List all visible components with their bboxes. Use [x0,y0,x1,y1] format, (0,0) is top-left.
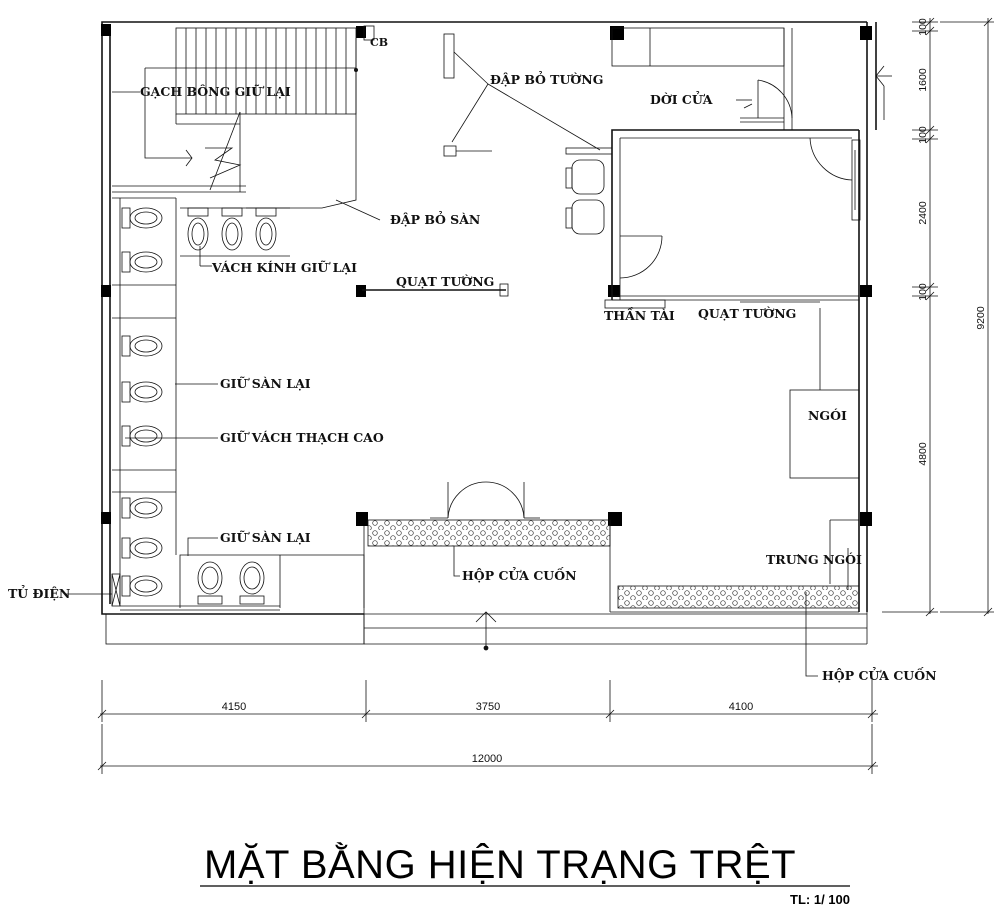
label-giu-san-1: GIỮ SÀN LẠI [220,376,311,391]
leader-lines [66,52,848,676]
toilet [122,576,162,596]
staircase [112,28,358,208]
label-quat-tuong-2: QUẠT TƯỜNG [698,306,797,321]
chairs [566,148,612,234]
toilet [122,426,162,446]
label-giu-vach: GIỮ VÁCH THẠCH CAO [220,430,384,445]
outer-walls [102,22,876,644]
dim-v-4: 2400 [917,201,929,225]
dim-v-2: 1600 [917,68,929,92]
label-gach-bong: GẠCH BÔNG GIỮ LẠI [140,84,291,99]
double-door [430,482,540,518]
label-dap-bo-tuong: ĐẬP BỎ TƯỜNG [490,72,604,87]
dim-v-total: 9200 [975,306,987,330]
page-title: MẶT BẰNG HIỆN TRẠNG TRỆT [204,843,797,887]
toilet [122,336,162,356]
toilet [122,208,162,228]
toilet [256,208,276,250]
toilets-top [180,208,290,256]
label-hop-cua-cuon-2: HỘP CỬA CUỐN [822,668,937,683]
rolling-door-box-center [368,520,610,546]
label-dap-bo-san: ĐẬP BỎ SÀN [390,212,481,227]
scale-label: TL: 1/ 100 [790,892,850,907]
dim-h-total: 12000 [471,753,503,765]
dim-v-1: 100 [917,18,929,36]
dim-h-3: 4100 [728,701,754,713]
dim-v-6: 4800 [917,442,929,466]
dim-v-3: 100 [917,126,929,144]
toilet [240,562,264,604]
dim-h-1: 4150 [221,701,247,713]
label-quat-tuong-1: QUẠT TƯỜNG [396,274,495,289]
label-doi-cua: DỜI CỬA [650,92,713,107]
toilet [222,208,242,250]
dim-h-2: 3750 [475,701,501,713]
right-middle-room [566,130,860,308]
label-hop-cua-cuon-1: HỘP CỬA CUỐN [462,568,577,583]
demolished-walls [444,34,492,156]
toilet [122,538,162,558]
label-ngoi: NGÓI [808,408,847,423]
toilets-bottom [180,555,364,608]
toilet [122,252,162,272]
toilets-left [122,208,162,596]
label-giu-san-2: GIỮ SÀN LẠI [220,530,311,545]
toilet [198,562,222,604]
label-vach-kinh: VÁCH KÍNH GIỮ LẠI [212,260,357,275]
label-tu-dien: TỦ ĐIỆN [8,586,71,601]
toilet [122,498,162,518]
right-upper-rooms [612,28,892,130]
label-trung-ngoi: TRƯNG NGÓI [766,552,862,567]
dim-v-5: 100 [917,283,929,301]
label-than-tai: THẦN TÀI [604,308,675,323]
toilet [188,208,208,250]
toilet [122,382,162,402]
right-lower-area [740,302,859,584]
rolling-door-box-right [618,586,859,608]
label-cb: CB [370,36,389,49]
